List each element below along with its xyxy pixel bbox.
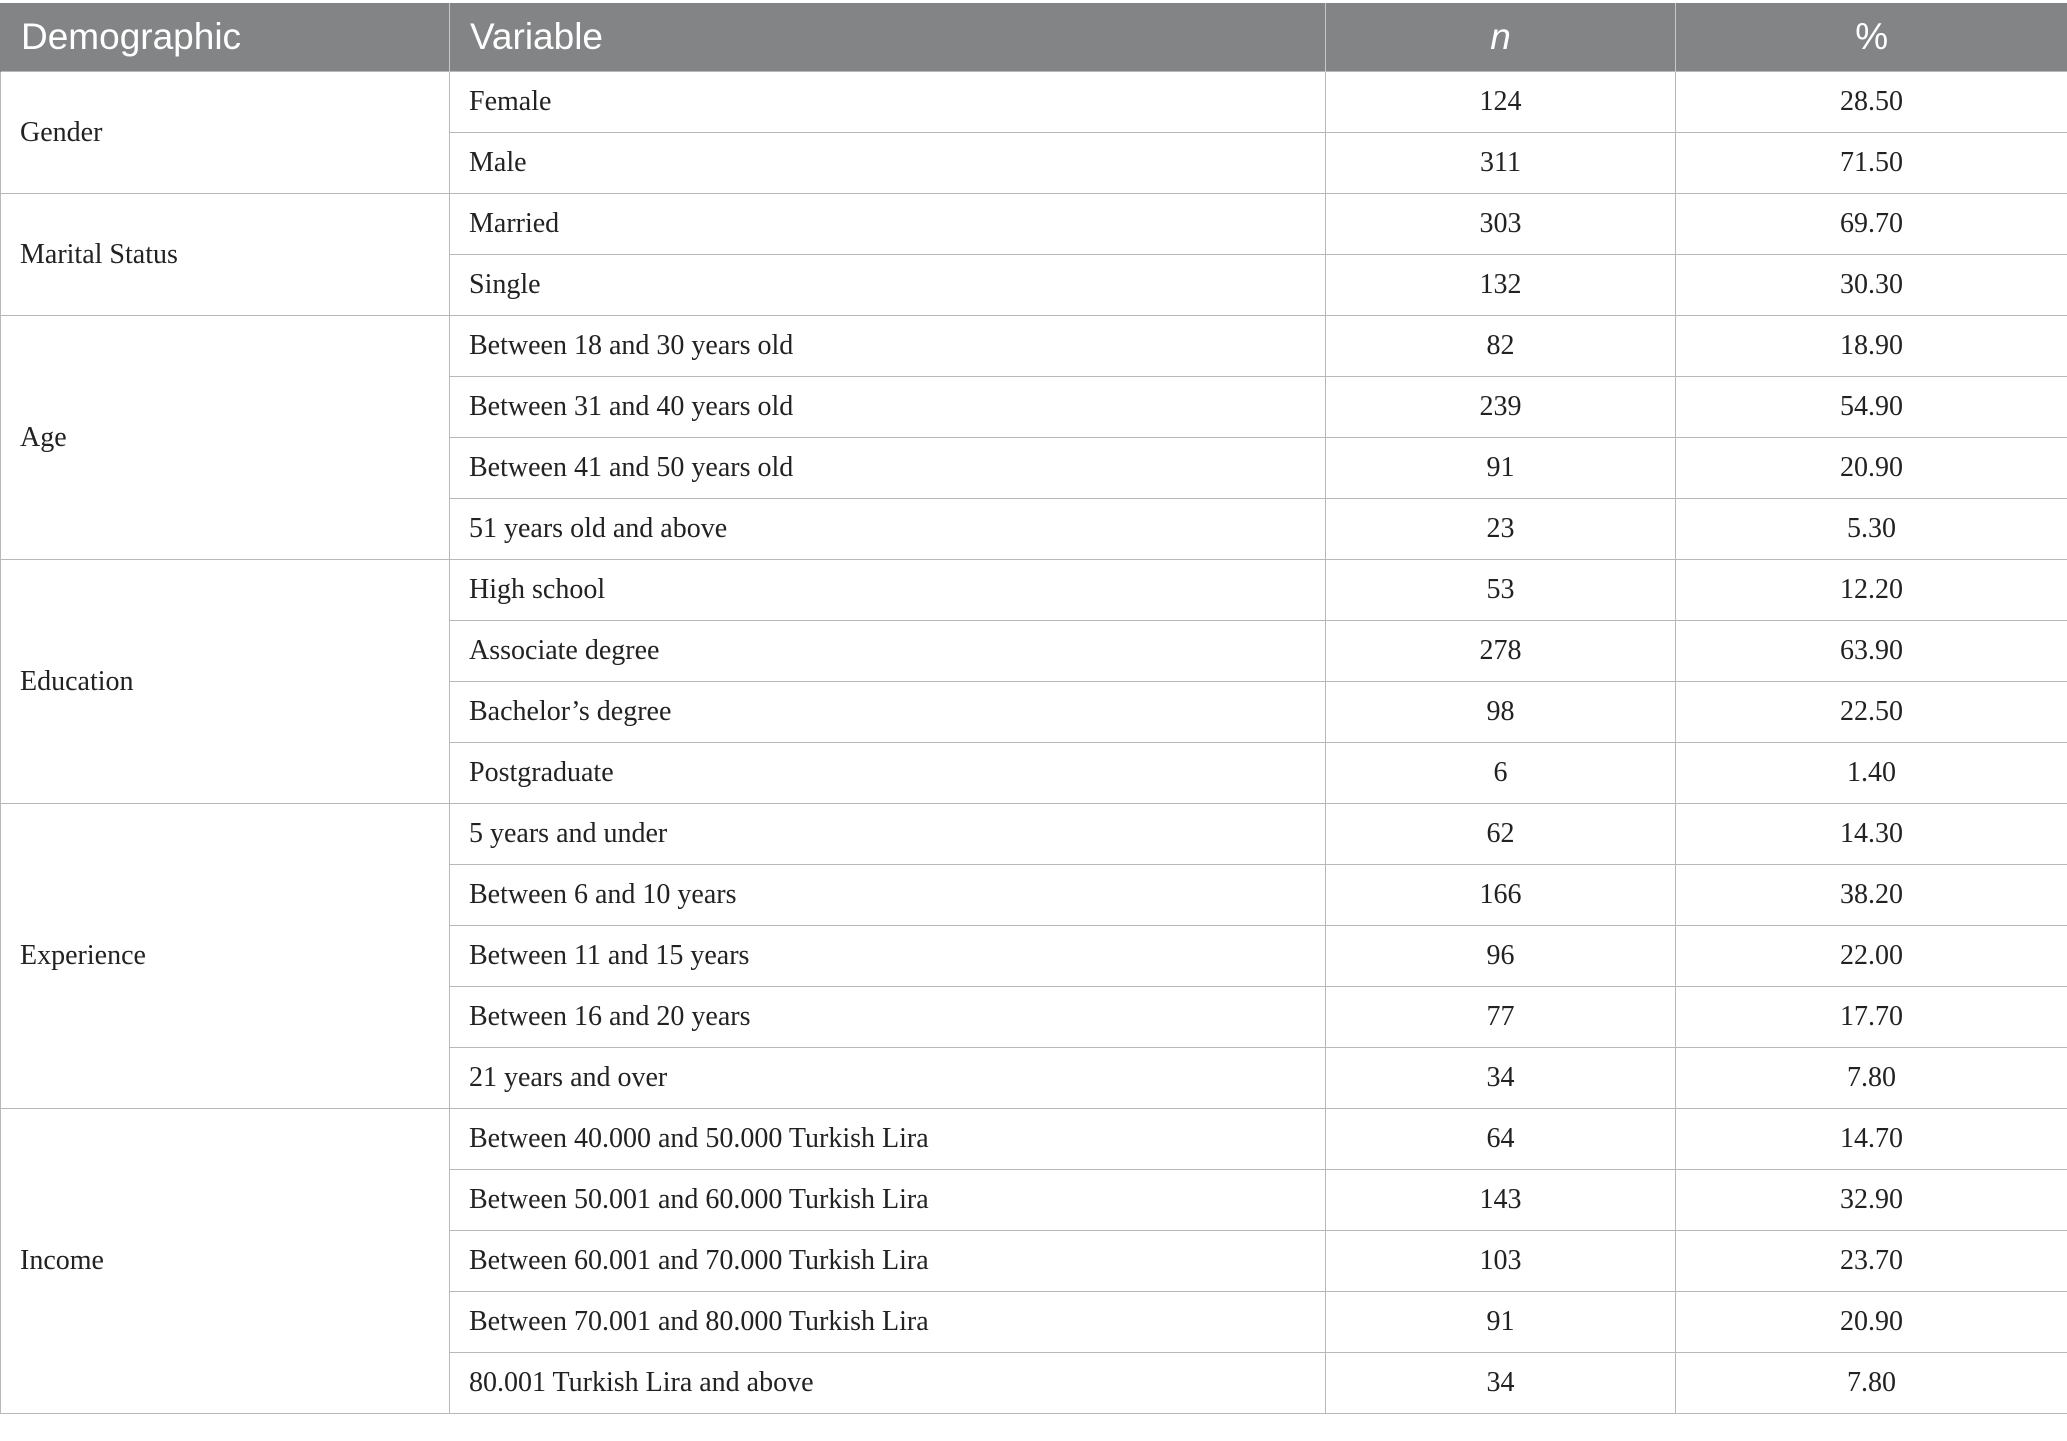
count-cell: 62 bbox=[1326, 804, 1676, 865]
variable-cell: Between 41 and 50 years old bbox=[450, 438, 1326, 499]
count-cell: 311 bbox=[1326, 133, 1676, 194]
variable-cell: Married bbox=[450, 194, 1326, 255]
percent-cell: 30.30 bbox=[1676, 255, 2067, 316]
percent-cell: 20.90 bbox=[1676, 438, 2067, 499]
table-row bbox=[1, 1109, 2067, 1170]
variable-cell: Between 18 and 30 years old bbox=[450, 316, 1326, 377]
count-cell: 91 bbox=[1326, 438, 1676, 499]
percent-cell: 14.70 bbox=[1676, 1109, 2067, 1170]
variable-cell: Between 60.001 and 70.000 Turkish Lira bbox=[450, 1231, 1326, 1292]
table-row bbox=[1, 72, 2067, 133]
demographics-table bbox=[0, 3, 2067, 1414]
header-percent: % bbox=[1676, 3, 2067, 72]
count-cell: 303 bbox=[1326, 194, 1676, 255]
count-cell: 278 bbox=[1326, 621, 1676, 682]
table-row bbox=[1, 560, 2067, 621]
variable-cell: Female bbox=[450, 72, 1326, 133]
table-row bbox=[1, 804, 2067, 865]
table-body bbox=[1, 72, 2067, 1414]
percent-cell: 71.50 bbox=[1676, 133, 2067, 194]
count-cell: 166 bbox=[1326, 865, 1676, 926]
variable-cell: Male bbox=[450, 133, 1326, 194]
count-cell: 239 bbox=[1326, 377, 1676, 438]
variable-cell: High school bbox=[450, 560, 1326, 621]
variable-cell: Between 11 and 15 years bbox=[450, 926, 1326, 987]
variable-cell: 21 years and over bbox=[450, 1048, 1326, 1109]
percent-cell: 38.20 bbox=[1676, 865, 2067, 926]
table-row bbox=[1, 194, 2067, 255]
variable-cell: Between 40.000 and 50.000 Turkish Lira bbox=[450, 1109, 1326, 1170]
variable-cell: Between 16 and 20 years bbox=[450, 987, 1326, 1048]
demographic-group-label: Marital Status bbox=[1, 194, 450, 316]
variable-cell: Between 31 and 40 years old bbox=[450, 377, 1326, 438]
percent-cell: 18.90 bbox=[1676, 316, 2067, 377]
count-cell: 34 bbox=[1326, 1048, 1676, 1109]
percent-cell: 17.70 bbox=[1676, 987, 2067, 1048]
count-cell: 96 bbox=[1326, 926, 1676, 987]
demographic-group-label: Age bbox=[1, 316, 450, 560]
percent-cell: 32.90 bbox=[1676, 1170, 2067, 1231]
count-cell: 64 bbox=[1326, 1109, 1676, 1170]
variable-cell: Associate degree bbox=[450, 621, 1326, 682]
count-cell: 6 bbox=[1326, 743, 1676, 804]
variable-cell: 80.001 Turkish Lira and above bbox=[450, 1353, 1326, 1414]
table-row bbox=[1, 316, 2067, 377]
count-cell: 91 bbox=[1326, 1292, 1676, 1353]
variable-cell: 5 years and under bbox=[450, 804, 1326, 865]
table-header bbox=[1, 3, 2067, 72]
percent-cell: 22.00 bbox=[1676, 926, 2067, 987]
count-cell: 132 bbox=[1326, 255, 1676, 316]
header-variable: Variable bbox=[450, 3, 1326, 72]
variable-cell: Postgraduate bbox=[450, 743, 1326, 804]
percent-cell: 5.30 bbox=[1676, 499, 2067, 560]
percent-cell: 7.80 bbox=[1676, 1353, 2067, 1414]
count-cell: 124 bbox=[1326, 72, 1676, 133]
demographic-group-label: Experience bbox=[1, 804, 450, 1109]
percent-cell: 63.90 bbox=[1676, 621, 2067, 682]
header-demographic: Demographic bbox=[1, 3, 450, 72]
count-cell: 23 bbox=[1326, 499, 1676, 560]
variable-cell: 51 years old and above bbox=[450, 499, 1326, 560]
variable-cell: Between 50.001 and 60.000 Turkish Lira bbox=[450, 1170, 1326, 1231]
percent-cell: 22.50 bbox=[1676, 682, 2067, 743]
percent-cell: 54.90 bbox=[1676, 377, 2067, 438]
demographic-group-label: Education bbox=[1, 560, 450, 804]
variable-cell: Between 6 and 10 years bbox=[450, 865, 1326, 926]
percent-cell: 69.70 bbox=[1676, 194, 2067, 255]
count-cell: 143 bbox=[1326, 1170, 1676, 1231]
percent-cell: 23.70 bbox=[1676, 1231, 2067, 1292]
variable-cell: Single bbox=[450, 255, 1326, 316]
count-cell: 98 bbox=[1326, 682, 1676, 743]
demographic-group-label: Gender bbox=[1, 72, 450, 194]
variable-cell: Between 70.001 and 80.000 Turkish Lira bbox=[450, 1292, 1326, 1353]
count-cell: 77 bbox=[1326, 987, 1676, 1048]
count-cell: 34 bbox=[1326, 1353, 1676, 1414]
percent-cell: 1.40 bbox=[1676, 743, 2067, 804]
percent-cell: 20.90 bbox=[1676, 1292, 2067, 1353]
count-cell: 103 bbox=[1326, 1231, 1676, 1292]
percent-cell: 28.50 bbox=[1676, 72, 2067, 133]
percent-cell: 7.80 bbox=[1676, 1048, 2067, 1109]
demographic-group-label: Income bbox=[1, 1109, 450, 1414]
percent-cell: 14.30 bbox=[1676, 804, 2067, 865]
count-cell: 53 bbox=[1326, 560, 1676, 621]
percent-cell: 12.20 bbox=[1676, 560, 2067, 621]
variable-cell: Bachelor’s degree bbox=[450, 682, 1326, 743]
count-cell: 82 bbox=[1326, 316, 1676, 377]
header-n: n bbox=[1326, 3, 1676, 72]
header-row bbox=[1, 3, 2067, 72]
